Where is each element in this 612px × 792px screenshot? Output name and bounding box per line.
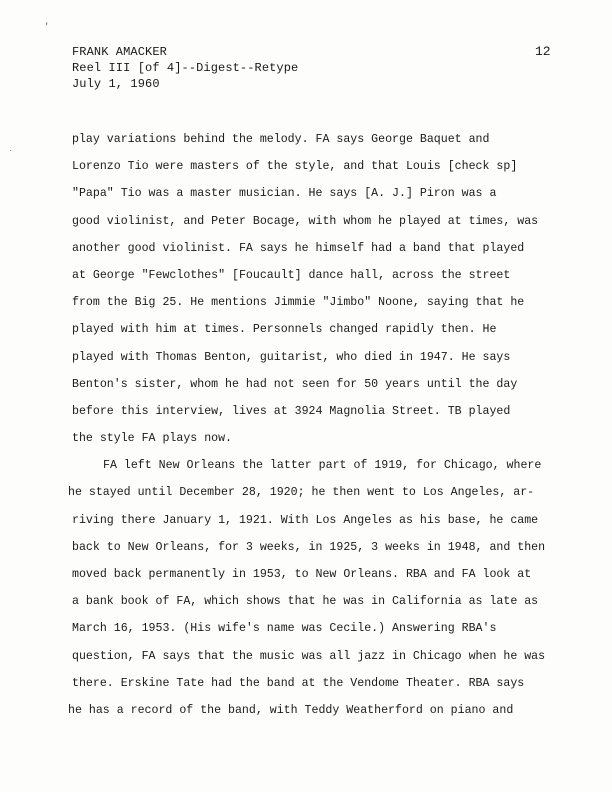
text-line: back to New Orleans, for 3 weeks, in 1925, 3 weeks in 1948, and then: [72, 540, 546, 554]
text-line: good violinist, and Peter Bocage, with whom he played at times, was: [72, 214, 539, 228]
text-line: moved back permanently in 1953, to New Orleans. RBA and FA look at: [72, 568, 532, 581]
text-line: before this interview, lives at 3924 Magnolia Street. TB played: [72, 404, 511, 418]
text-line: play variations behind the melody. FA says George Baquet and: [72, 133, 490, 146]
reel-info: Reel III [of 4]--Digest--Retype: [72, 61, 299, 75]
text-line: played with Thomas Benton, guitarist, who died in 1947. He says: [72, 350, 511, 364]
text-line: at George "Fewclothes" [Foucault] dance hall, across the street: [72, 268, 511, 282]
page-number: 12: [535, 44, 551, 59]
text-line: a bank book of FA, which shows that he was in California as late as: [72, 595, 539, 609]
interviewee-name: FRANK AMACKER: [72, 45, 167, 59]
interview-date: July 1, 1960: [72, 77, 160, 91]
document-body: [0, 126, 612, 724]
scan-speck: ': [44, 22, 50, 32]
text-line: he has a record of the band, with Teddy Weatherford on piano and: [68, 703, 514, 717]
text-line: played with him at times. Personnels changed rapidly then. He: [72, 323, 497, 337]
text-line: Lorenzo Tio were masters of the style, and that Louis [check sp]: [72, 160, 518, 174]
text-line: "Papa" Tio was a master musician. He says [A. J.] Piron was a: [72, 187, 497, 201]
text-line: riving there January 1, 1921. With Los Angeles as his base, he came: [72, 513, 539, 527]
text-line: there. Erskine Tate had the band at the Vendome Theater. RBA says: [72, 676, 525, 690]
text-line: Benton's sister, whom he had not seen for 50 years until the day: [72, 377, 518, 391]
paragraph-start-line: FA left New Orleans the latter part of 1919, for Chicago, where: [103, 459, 542, 473]
text-line: the style FA plays now.: [72, 432, 233, 446]
scan-speck: ˙: [8, 150, 14, 160]
text-line: March 16, 1953. (His wife's name was Cecile.) Answering RBA's: [72, 622, 497, 636]
text-line: from the Big 25. He mentions Jimmie "Jimbo" Noone, saying that he: [72, 296, 525, 310]
text-line: he stayed until December 28, 1920; he then went to Los Angeles, ar-: [68, 486, 535, 500]
text-line: question, FA says that the music was all jazz in Chicago when he was: [72, 649, 546, 663]
text-line: another good violinist. FA says he himself had a band that played: [72, 241, 525, 255]
document-header: [72, 44, 298, 92]
